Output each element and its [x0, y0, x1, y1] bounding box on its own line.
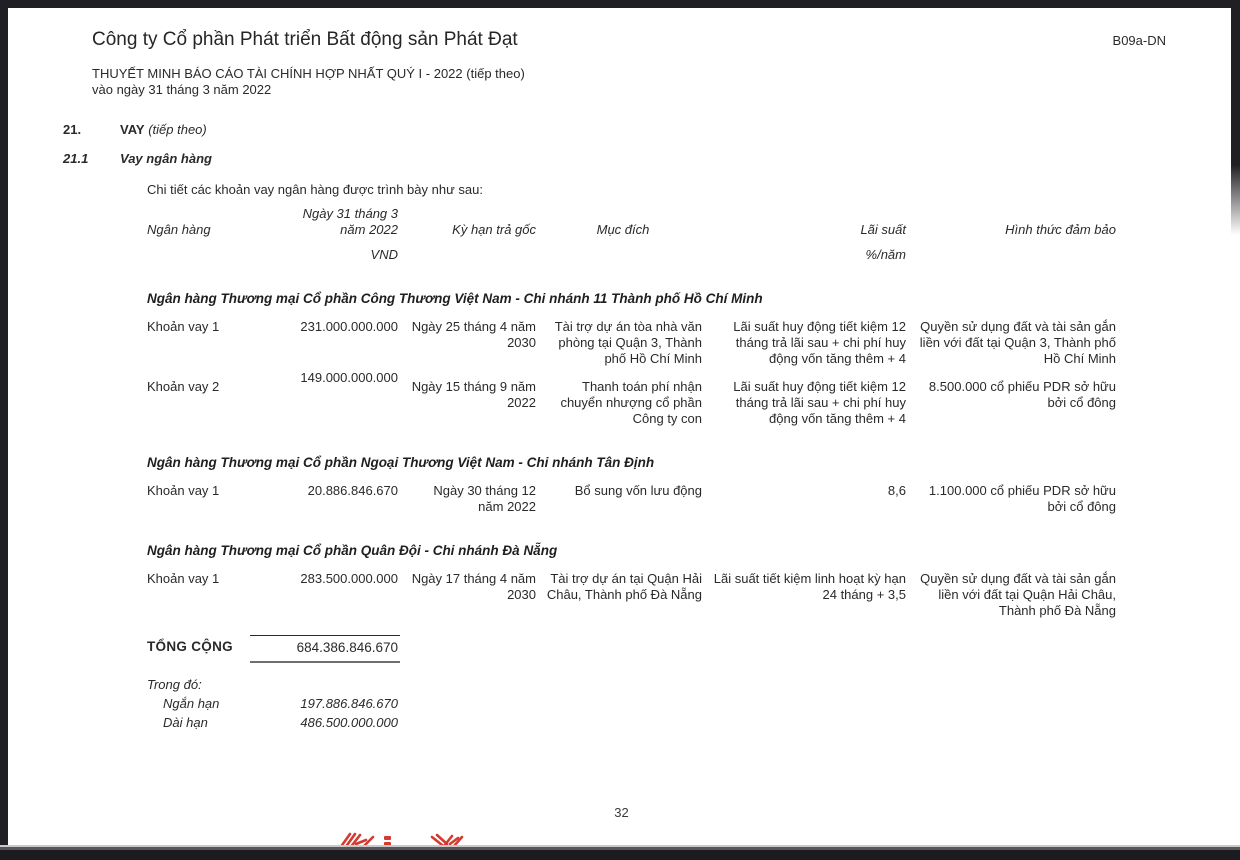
section-number: 21. — [63, 122, 82, 137]
bank-group-heading: Ngân hàng Thương mại Cổ phần Công Thương Việt Nam - Chi nhánh 11 Thành phố Hồ Chí Minh — [147, 291, 763, 306]
breakdown-label: Trong đó: — [147, 677, 202, 692]
subsection-title: Vay ngân hàng — [120, 151, 212, 166]
loan-rate: Lãi suất huy động tiết kiệm 12 tháng trả lãi sau + chi phí huy động vốn tăng thêm + 4 — [733, 319, 906, 366]
report-title: THUYẾT MINH BÁO CÁO TÀI CHÍNH HỢP NHẤT QUÝ I - 2022 (tiếp theo) — [92, 66, 525, 81]
col-header-rate: Lãi suất — [860, 222, 906, 237]
loan-row — [147, 483, 1132, 515]
table-intro-text: Chi tiết các khoản vay ngân hàng được trình bày như sau: — [147, 182, 483, 197]
breakdown-item-amount: 486.500.000.000 — [300, 715, 398, 730]
loan-term: Ngày 15 tháng 9 năm 2022 — [411, 379, 536, 410]
report-date: vào ngày 31 tháng 3 năm 2022 — [92, 82, 272, 97]
loan-label: Khoản vay 1 — [147, 483, 220, 498]
subsection-number: 21.1 — [63, 151, 89, 166]
table-units-row — [147, 247, 1132, 263]
col-header-purpose: Mục đích — [596, 222, 650, 237]
section-heading — [63, 122, 1180, 138]
form-code: B09a-DN — [1112, 33, 1166, 48]
loan-rate: Lãi suất tiết kiệm linh hoạt kỳ hạn 24 tháng + 3,5 — [713, 571, 906, 602]
loan-amount: 149.000.000.000 — [300, 370, 398, 385]
col-header-bank: Ngân hàng — [147, 222, 211, 237]
document-header — [92, 28, 1166, 51]
loan-term: Ngày 30 tháng 12 năm 2022 — [433, 483, 536, 514]
loan-rate: Lãi suất huy động tiết kiệm 12 tháng trả lãi sau + chi phí huy động vốn tăng thêm + 4 — [733, 379, 906, 426]
col-header-security: Hình thức đảm bảo — [1005, 222, 1116, 237]
col-header-amount: Ngày 31 tháng 3 năm 2022 — [302, 206, 398, 237]
loan-amount: 283.500.000.000 — [300, 571, 398, 586]
total-label: TỔNG CỘNG — [147, 639, 233, 654]
loan-security: 1.100.000 cổ phiếu PDR sở hữu bởi cổ đông — [928, 483, 1116, 514]
report-title-block — [92, 66, 1180, 98]
table-header-row — [147, 206, 1132, 238]
loan-security: Quyền sử dụng đất và tài sản gắn liền với đất tại Quận Hải Châu, Thành phố Đà Nẵng — [920, 571, 1116, 618]
total-row — [147, 635, 1132, 663]
loans-table — [147, 206, 1132, 731]
loan-amount: 231.000.000.000 — [300, 319, 398, 334]
loan-row — [147, 319, 1132, 367]
loan-purpose: Thanh toán phí nhận chuyển nhượng cổ phần Công ty con — [560, 379, 702, 426]
loan-security: Quyền sử dụng đất và tài sản gắn liền với đất tại Quận 3, Thành phố Hồ Chí Minh — [919, 319, 1116, 366]
section-title: VAY (tiếp theo) — [120, 122, 207, 137]
scan-edge-top — [0, 0, 1240, 8]
loan-purpose: Tài trợ dự án tòa nhà văn phòng tại Quận 3, Thành phố Hồ Chí Minh — [554, 319, 702, 366]
breakdown-row — [147, 715, 1132, 731]
bank-group-heading: Ngân hàng Thương mại Cổ phần Quân Đội - Chi nhánh Đà Nẵng — [147, 543, 558, 558]
loan-amount: 20.886.846.670 — [307, 483, 398, 498]
loan-label: Khoản vay 1 — [147, 319, 220, 334]
loan-purpose: Bổ sung vốn lưu động — [574, 483, 702, 498]
total-amount: 684.386.846.670 — [250, 635, 400, 663]
subsection-heading — [63, 151, 1180, 167]
loan-label: Khoản vay 1 — [147, 571, 220, 586]
loan-row — [147, 370, 1132, 427]
loan-security: 8.500.000 cổ phiếu PDR sở hữu bởi cổ đông — [928, 379, 1116, 410]
loan-row — [147, 571, 1132, 619]
scan-edge-bottom — [0, 845, 1240, 860]
scan-edge-left — [0, 0, 8, 860]
loan-purpose: Tài trợ dự án tại Quận Hải Châu, Thành phố Đà Nẵng — [546, 571, 702, 602]
loan-term: Ngày 17 tháng 4 năm 2030 — [411, 571, 536, 602]
col-header-term: Kỳ hạn trả gốc — [452, 222, 536, 237]
page-number: 32 — [614, 805, 629, 820]
rate-unit-label: %/năm — [865, 247, 906, 262]
loan-term: Ngày 25 tháng 4 năm 2030 — [411, 319, 536, 350]
loan-label: Khoản vay 2 — [147, 379, 220, 394]
breakdown-row — [147, 696, 1132, 712]
amount-unit-label: VND — [370, 247, 398, 262]
breakdown-item-label: Ngắn hạn — [163, 696, 220, 711]
loan-rate: 8,6 — [887, 483, 906, 498]
scan-edge-right — [1231, 0, 1240, 235]
company-name: Công ty Cổ phần Phát triển Bất động sản Phát Đạt — [92, 29, 518, 50]
breakdown-item-label: Dài hạn — [163, 715, 208, 730]
bank-group-heading: Ngân hàng Thương mại Cổ phần Ngoại Thương Việt Nam - Chi nhánh Tân Định — [147, 455, 655, 470]
breakdown-item-amount: 197.886.846.670 — [300, 696, 398, 711]
